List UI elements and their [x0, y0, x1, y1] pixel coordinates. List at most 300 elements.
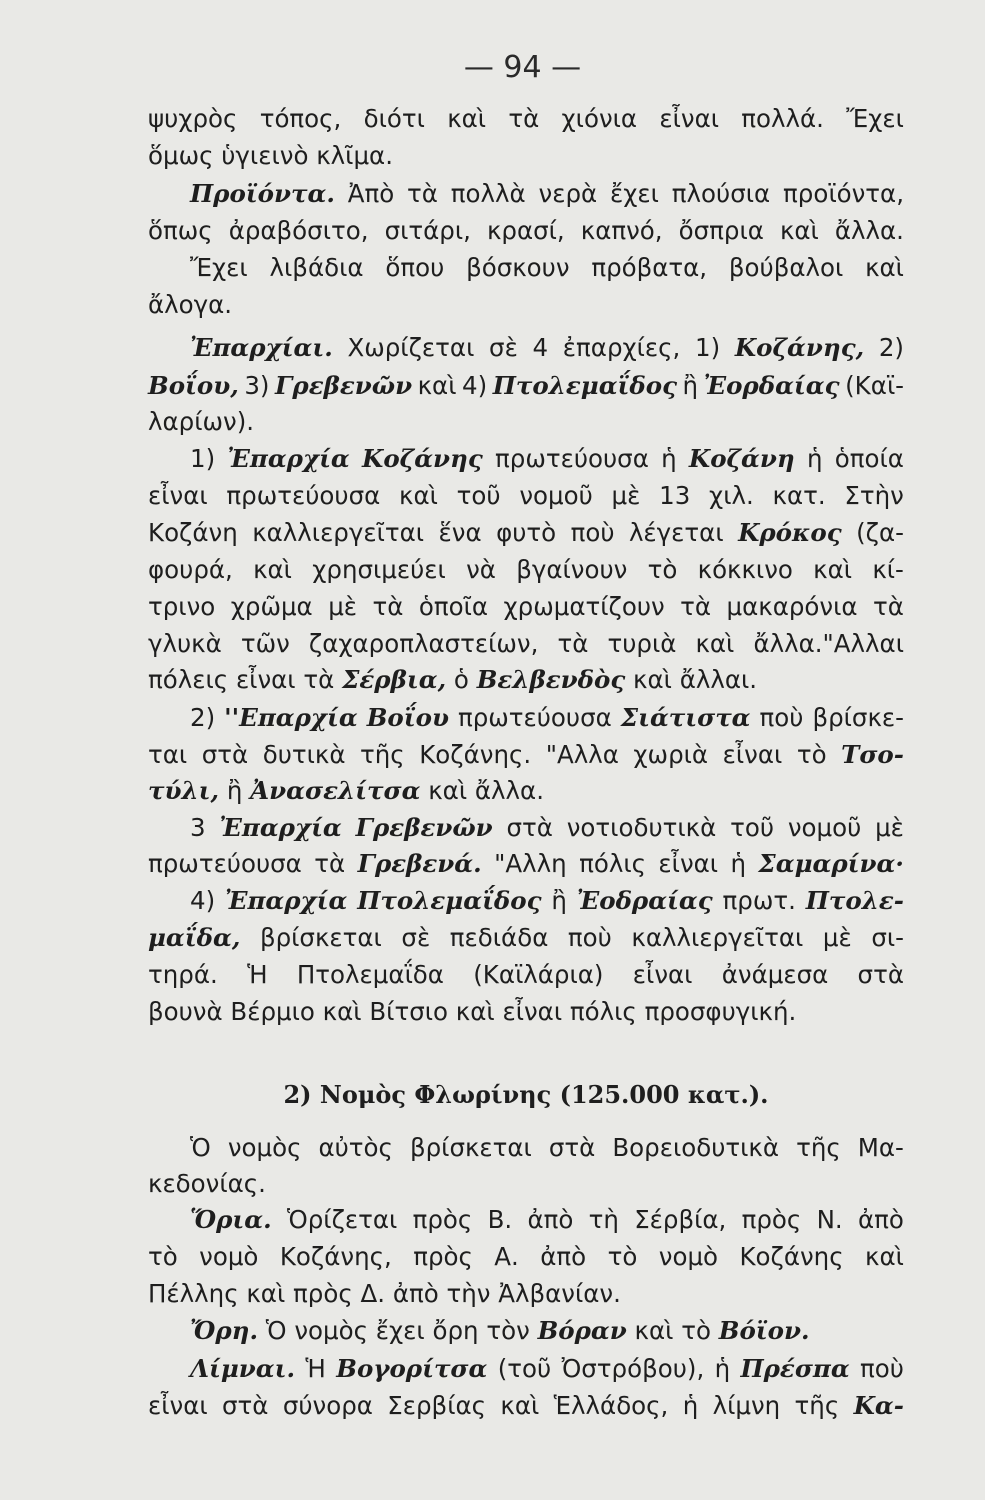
- emphasized-text: Ὄρη.: [190, 1316, 258, 1345]
- text: 2): [190, 703, 216, 732]
- text: προϊόντα,: [783, 179, 904, 208]
- word: [735, 330, 864, 366]
- word: [275, 368, 412, 404]
- word: [835, 441, 904, 477]
- word: [679, 213, 764, 249]
- word: [709, 478, 754, 514]
- word: [695, 626, 734, 662]
- word: [494, 1239, 519, 1275]
- text: ἢ: [682, 371, 699, 400]
- text: τρινο: [148, 592, 216, 621]
- word: [488, 1202, 513, 1238]
- emphasized-text: Πρέσπα: [740, 1354, 850, 1383]
- emphasized-text: Ὅρια.: [190, 1205, 272, 1234]
- text: ται: [148, 740, 188, 769]
- text: Μα-: [857, 1133, 904, 1162]
- text: βουνὰ Βέρμιο καὶ Βίτσιο καὶ εἶναι πόλις προσφυγική.: [148, 997, 797, 1026]
- word: [385, 250, 444, 286]
- text: μὲ: [328, 592, 358, 621]
- text: χιόνια: [561, 104, 638, 133]
- word: [872, 552, 904, 588]
- word: [788, 810, 861, 846]
- word: [508, 101, 539, 137]
- emphasized-text: Βελβενδὸς: [476, 665, 626, 694]
- word: [704, 368, 840, 404]
- word: [419, 589, 488, 625]
- text: ἀπὸ: [857, 1205, 904, 1234]
- text: στὰ: [222, 1391, 269, 1420]
- text: στὰ: [506, 813, 553, 842]
- word: [493, 368, 677, 404]
- word: [318, 1130, 392, 1166]
- word: [806, 883, 904, 919]
- word: [362, 441, 483, 477]
- text: καὶ: [417, 371, 457, 400]
- text: πρωτεύουσα: [226, 481, 381, 510]
- word: [871, 920, 904, 956]
- word: [858, 1130, 904, 1166]
- text: 4): [462, 371, 488, 400]
- text: καλλιεργεῖται: [631, 923, 804, 952]
- word: [229, 213, 369, 249]
- word: [633, 957, 693, 993]
- text: νὰ: [466, 555, 496, 584]
- text: γλυκὰ: [148, 629, 222, 658]
- word: [457, 478, 501, 514]
- emphasized-text: τύλι,: [148, 776, 220, 805]
- word: [148, 1239, 178, 1275]
- text: εἶναι: [659, 104, 720, 133]
- text-line: [148, 737, 904, 773]
- word: [807, 441, 823, 477]
- word: [148, 957, 218, 993]
- word: [865, 1239, 904, 1275]
- text: εἶναι: [658, 849, 719, 878]
- word: [659, 101, 719, 137]
- word: [439, 515, 482, 551]
- emphasized-text: Βόραν: [537, 1316, 627, 1345]
- text: ἡ: [661, 444, 677, 473]
- text: ὅμως ὑγιεινὸ κλῖμα.: [148, 141, 393, 170]
- text: καὶ: [253, 555, 292, 584]
- text: σιτάρι,: [384, 216, 471, 245]
- text: καὶ: [500, 1391, 540, 1420]
- word: [190, 176, 335, 212]
- word: [450, 920, 549, 956]
- word: [858, 1202, 904, 1238]
- word: [612, 1130, 779, 1166]
- text: νερὰ: [538, 179, 598, 208]
- word: [612, 478, 641, 514]
- page-number: — 94 —: [463, 50, 582, 85]
- text: Κοζάνη: [148, 518, 238, 547]
- text: τὰ: [680, 592, 712, 621]
- text: Ὁ νομὸς ἔχει ὄρη τὸν: [258, 1316, 538, 1345]
- text: καὶ: [865, 1242, 904, 1271]
- text: νοτιοδυτικὰ: [566, 813, 717, 842]
- text-line: [148, 368, 904, 404]
- word: [715, 1351, 731, 1387]
- text: νομοῦ: [787, 813, 862, 842]
- text: τηρά.: [148, 960, 218, 989]
- text-line: [148, 994, 904, 1030]
- word: [148, 626, 222, 662]
- word: [451, 176, 526, 212]
- word: [879, 330, 904, 366]
- word: [841, 737, 904, 773]
- text: πρωτεύουσα: [457, 703, 612, 732]
- text: νομὸ: [658, 1242, 719, 1271]
- text: διότι: [363, 104, 425, 133]
- word: [263, 737, 346, 773]
- word: [562, 101, 638, 137]
- text-line: [190, 1130, 904, 1166]
- word: [356, 810, 493, 846]
- word: [148, 515, 238, 551]
- text: 2): [878, 333, 904, 362]
- word: [527, 1202, 573, 1238]
- text: καὶ: [695, 629, 735, 658]
- word: [500, 1388, 539, 1424]
- word: [760, 700, 804, 736]
- text: τὰ: [557, 629, 589, 658]
- word: [795, 1388, 840, 1424]
- text: ὁποία: [834, 444, 904, 473]
- word: [567, 810, 717, 846]
- text: ἢ: [551, 886, 567, 915]
- emphasized-text: Ἐπαρχίαι.: [190, 333, 333, 362]
- text: 13: [659, 481, 691, 510]
- text: καὶ: [399, 481, 438, 510]
- word: [148, 737, 187, 773]
- text: τὰ: [314, 849, 346, 878]
- word: [722, 957, 829, 993]
- word: [689, 441, 795, 477]
- emphasized-text: Κοζάνη: [688, 444, 795, 473]
- text: καπνό,: [580, 216, 663, 245]
- word: [516, 552, 627, 588]
- text: πρὸς: [413, 1242, 473, 1271]
- word: [489, 330, 518, 366]
- word: [347, 330, 474, 366]
- word: [410, 1130, 532, 1166]
- word: [373, 589, 404, 625]
- text: καλλιεργεῖται: [252, 518, 425, 547]
- text: νομοῦ: [519, 481, 593, 510]
- text: καὶ ἄλλα.: [420, 776, 544, 805]
- text: ἄλογα.: [148, 290, 233, 319]
- text: σὲ: [489, 333, 518, 362]
- text: ποὺ: [570, 518, 615, 547]
- text: μὲ: [875, 813, 904, 842]
- word: [190, 1351, 295, 1387]
- word: [148, 213, 213, 249]
- text-line: [148, 101, 904, 137]
- text: πολλὰ: [450, 179, 526, 208]
- word: [738, 515, 842, 551]
- text: λαρίων).: [148, 407, 255, 436]
- word: [190, 1130, 211, 1166]
- text: Ἡ: [305, 1354, 326, 1383]
- word: [589, 1202, 619, 1238]
- word: [496, 515, 556, 551]
- emphasized-text: Πτολεμαΐδος: [357, 886, 542, 915]
- text: πρωτεύουσα: [148, 849, 302, 878]
- word: [202, 737, 248, 773]
- emphasized-text: Σέρβια,: [342, 665, 447, 694]
- text: ποὺ: [860, 1354, 904, 1383]
- word: [730, 846, 746, 882]
- word: [713, 1388, 781, 1424]
- text: χωριὰ: [633, 740, 709, 769]
- word: [591, 250, 707, 286]
- emphasized-text: Βόϊον.: [718, 1316, 810, 1345]
- text: τυριὰ: [607, 629, 677, 658]
- text: Ὁ: [190, 1133, 211, 1162]
- emphasized-text: μαΐδα,: [148, 923, 241, 952]
- text: καὶ: [865, 253, 904, 282]
- word: [873, 589, 904, 625]
- word: [648, 552, 678, 588]
- word: [487, 213, 565, 249]
- text: στὰ: [201, 740, 249, 769]
- text: ἄλλα.: [834, 216, 904, 245]
- word: [740, 1351, 849, 1387]
- text: (Καϊ-: [845, 371, 904, 400]
- text-line: [148, 287, 904, 323]
- text: ψυχρὸς: [148, 104, 238, 133]
- word: [797, 737, 827, 773]
- text: ἀπὸ: [540, 1242, 587, 1271]
- word: [773, 478, 826, 514]
- emphasized-text: Κα-: [853, 1391, 904, 1420]
- text: τὸ: [148, 1242, 178, 1271]
- word: [357, 883, 541, 919]
- text-line: [190, 1313, 904, 1349]
- text-line: [190, 250, 904, 286]
- word: [387, 1388, 486, 1424]
- text: κατ.: [772, 481, 826, 510]
- text: τὸ: [607, 1242, 638, 1271]
- text: Ὀστρόβου),: [561, 1354, 705, 1383]
- text: ἄλλα."Αλλαι: [753, 629, 904, 658]
- word: [247, 957, 267, 993]
- word: [581, 213, 663, 249]
- text: τοῦ: [456, 481, 501, 510]
- text: πόλεις εἶναι τὰ: [148, 665, 343, 694]
- text-line: [148, 773, 904, 809]
- word: [224, 700, 358, 736]
- text: Πέλλης καὶ πρὸς Δ. ἀπὸ τὴν Ἀλβανίαν.: [148, 1279, 621, 1308]
- word: [844, 478, 903, 514]
- emphasized-text: Προϊόντα.: [190, 179, 335, 208]
- text: κί-: [872, 555, 904, 584]
- word: [813, 552, 852, 588]
- word: [190, 810, 206, 846]
- word: [190, 330, 333, 366]
- emphasized-text: Γρεβενῶν: [355, 813, 493, 842]
- text: χρῶμα: [230, 592, 313, 621]
- text: (τοῦ: [497, 1354, 552, 1383]
- word: [845, 368, 904, 404]
- emphasized-text: Γρεβενά.: [357, 849, 482, 878]
- text: τῆς: [796, 1133, 841, 1162]
- section-heading: [148, 1077, 904, 1113]
- word: [190, 441, 215, 477]
- emphasized-text: Ἐπαρχία: [219, 813, 342, 842]
- text-line: [190, 1202, 904, 1238]
- emphasized-text: Κρόκος: [738, 518, 842, 547]
- text: ἀπὸ: [527, 1205, 574, 1234]
- text: 1): [695, 333, 721, 362]
- text: λιβάδια: [269, 253, 364, 282]
- word: [199, 1239, 258, 1275]
- word: [546, 737, 619, 773]
- word: [683, 368, 699, 404]
- word: [610, 176, 659, 212]
- word: [865, 250, 904, 286]
- text: ὁποῖα: [418, 592, 489, 621]
- text: κόκκινο: [697, 555, 793, 584]
- word: [447, 101, 486, 137]
- word: [385, 213, 471, 249]
- word: [519, 478, 592, 514]
- text: φουρά,: [148, 555, 233, 584]
- word: [336, 1351, 487, 1387]
- text-line: [148, 213, 904, 249]
- word: [723, 737, 783, 773]
- word: [419, 737, 531, 773]
- text: πρὸς: [412, 1205, 473, 1234]
- text: Ἔχει: [190, 253, 248, 282]
- text: λίμνη: [712, 1391, 781, 1420]
- text: Πτολεμαΐδα: [296, 960, 444, 989]
- text-line: [148, 589, 904, 625]
- text: χιλ.: [709, 481, 754, 510]
- emphasized-text: Ἀνασελίτσα: [250, 776, 421, 805]
- word: [680, 589, 711, 625]
- text: τόπος,: [259, 104, 342, 133]
- emphasized-text: Ἐπαρχία: [225, 886, 348, 915]
- word: [231, 589, 313, 625]
- text: φυτὸ: [496, 518, 557, 547]
- text: στὰ: [857, 960, 904, 989]
- word: [305, 1351, 325, 1387]
- text: καὶ: [779, 216, 819, 245]
- word: [314, 846, 345, 882]
- text: 4: [532, 333, 549, 362]
- word: [698, 552, 793, 588]
- text-line: [190, 700, 904, 736]
- word: [462, 368, 487, 404]
- text: βούβαλοι: [728, 253, 844, 282]
- word: [504, 589, 665, 625]
- text: ὅπως: [148, 216, 213, 245]
- text-line: [148, 1388, 904, 1424]
- word: [860, 1351, 904, 1387]
- emphasized-text: Σιάτιστα: [620, 703, 751, 732]
- text: ἔχει: [610, 179, 659, 208]
- text: νομὸς: [227, 1133, 302, 1162]
- text: ὁ: [446, 665, 477, 694]
- word: [557, 626, 588, 662]
- emphasized-text: Βογορίτσα: [336, 1354, 488, 1383]
- word: [533, 330, 549, 366]
- text: εἶναι: [632, 960, 693, 989]
- text: Χωρίζεται: [347, 333, 475, 362]
- text: Ἡ: [247, 960, 268, 989]
- word: [742, 1202, 802, 1238]
- text: ἕνα: [438, 518, 482, 547]
- word: [579, 846, 646, 882]
- word: [796, 1130, 841, 1166]
- word: [148, 478, 208, 514]
- word: [495, 441, 649, 477]
- text: αὐτὸς: [318, 1133, 393, 1162]
- text: τὰ: [372, 592, 404, 621]
- word: [148, 368, 239, 404]
- text: εἶναι: [148, 1391, 208, 1420]
- word: [727, 589, 858, 625]
- text: πρωτεύουσα: [495, 444, 649, 473]
- text: ποὺ: [567, 923, 612, 952]
- word: [226, 478, 380, 514]
- text: τῆς: [794, 1391, 840, 1420]
- text: πρωτ.: [722, 886, 796, 915]
- text: "Αλλη: [494, 849, 567, 878]
- word: [190, 700, 215, 736]
- text: τὰ: [407, 179, 438, 208]
- text-line: [148, 404, 904, 440]
- word: [309, 626, 539, 662]
- word: [608, 1239, 638, 1275]
- text: Κοζάνης,: [279, 1242, 392, 1271]
- word: [148, 101, 237, 137]
- word: [780, 213, 819, 249]
- word: [399, 478, 438, 514]
- word: [219, 810, 341, 846]
- text: τὰ: [873, 592, 904, 621]
- text: πλούσια: [671, 179, 771, 208]
- text: Σερβίας: [387, 1391, 487, 1420]
- text: σύνορα: [282, 1391, 373, 1420]
- word: [458, 700, 612, 736]
- emphasized-text: Κοζάνης: [362, 444, 483, 473]
- word: [562, 1351, 705, 1387]
- emphasized-text: Σαμαρίνα·: [758, 849, 904, 878]
- word: [348, 176, 395, 212]
- word: [225, 883, 347, 919]
- text: ἢ: [219, 776, 251, 805]
- emphasized-text: Τσο-: [841, 740, 904, 769]
- text: ποὺ: [759, 703, 804, 732]
- word: [287, 1202, 397, 1238]
- word: [783, 176, 904, 212]
- text-line: [190, 1351, 904, 1387]
- word: [260, 101, 342, 137]
- word: [568, 920, 612, 956]
- word: [358, 846, 482, 882]
- word: [812, 700, 904, 736]
- word: [554, 1388, 669, 1424]
- text-line: [148, 1276, 904, 1312]
- word: [244, 368, 269, 404]
- text: Ἔχει: [846, 104, 904, 133]
- word: [148, 920, 240, 956]
- text: καὶ: [447, 104, 487, 133]
- text-line: [148, 515, 904, 551]
- word: [658, 846, 718, 882]
